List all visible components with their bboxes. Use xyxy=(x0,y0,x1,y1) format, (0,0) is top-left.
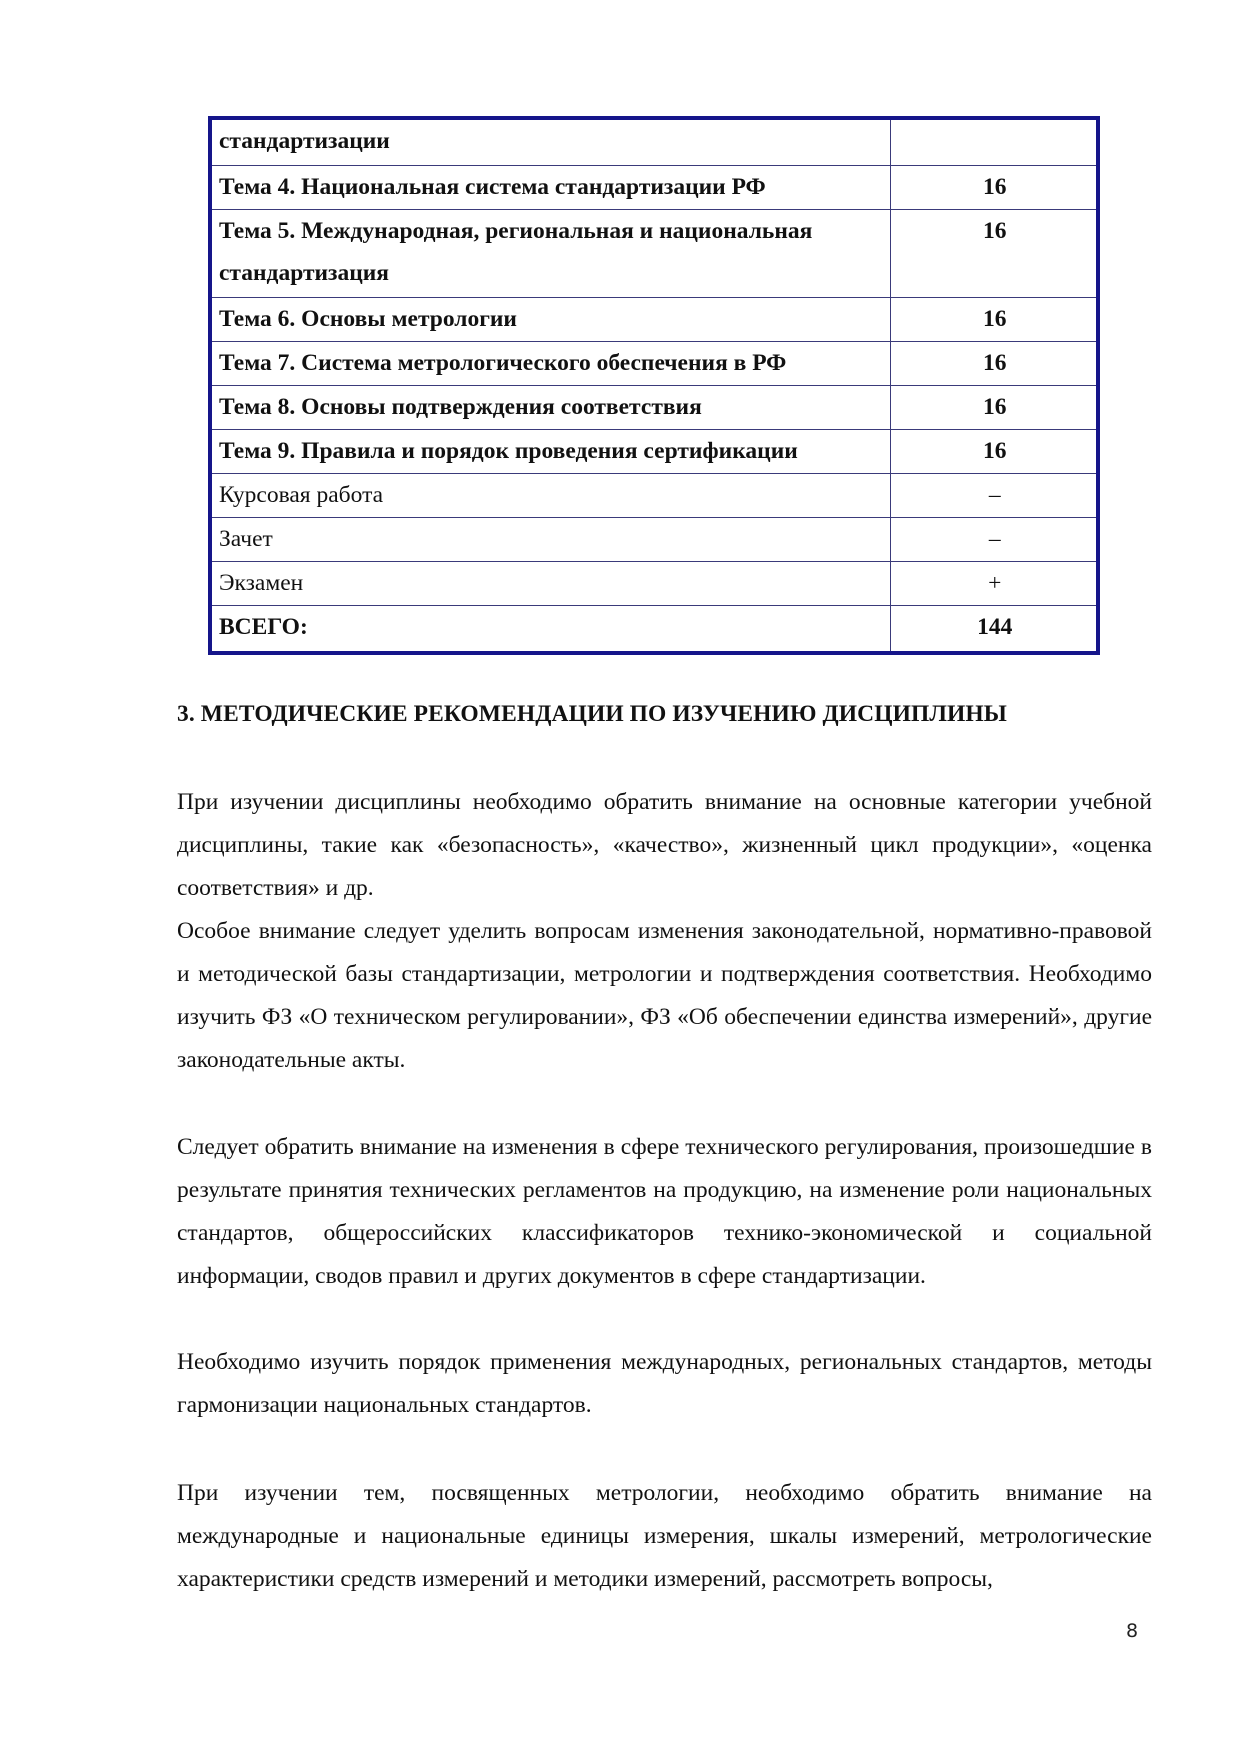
hours-cell: 16 xyxy=(890,209,1096,297)
total-label-cell: ВСЕГО: xyxy=(212,605,890,651)
hours-cell: – xyxy=(890,517,1096,561)
table-row xyxy=(212,473,1096,517)
table-row xyxy=(212,341,1096,385)
topic-cell: Тема 9. Правила и порядок проведения сертификации xyxy=(212,429,890,473)
hours-cell: 16 xyxy=(890,341,1096,385)
topic-cell: Тема 8. Основы подтверждения соответствия xyxy=(212,385,890,429)
hours-cell: 16 xyxy=(890,297,1096,341)
topic-cell: Тема 7. Система метрологического обеспечения в РФ xyxy=(212,341,890,385)
table-row xyxy=(212,297,1096,341)
paragraph: Особое внимание следует уделить вопросам изменения законодательной, нормативно-правовой и методической базы стандартизации, метрологии и подтверждения соответствия. Необходимо изучить ФЗ «О техническом регулировании», ФЗ «Об обеспечении единства измерений», другие законодательные акты. xyxy=(177,918,1152,1073)
paragraph: Следует обратить внимание на изменения в сфере технического регулирования, произошедшие в результате принятия технических регламентов на продукцию, на изменение роли национальных стандартов, общероссийских классификаторов технико-экономической и социальной информации, сводов правил и других документов в сфере стандартизации. xyxy=(177,1134,1152,1289)
hours-cell xyxy=(890,120,1096,165)
table-row xyxy=(212,120,1096,165)
hours-table xyxy=(212,120,1096,651)
hours-cell: – xyxy=(890,473,1096,517)
table-row-total xyxy=(212,605,1096,651)
topic-cell: Тема 6. Основы метрологии xyxy=(212,297,890,341)
hours-table-frame xyxy=(208,116,1100,655)
paragraph: При изучении тем, посвященных метрологии, необходимо обратить внимание на международные и национальные единицы измерения, шкалы измерений, метрологические характеристики средств измерений и методики измерений, рассмотреть вопросы, xyxy=(177,1480,1152,1592)
topic-cell: стандартизации xyxy=(212,120,890,165)
hours-cell: + xyxy=(890,561,1096,605)
table-row xyxy=(212,429,1096,473)
topic-cell: Курсовая работа xyxy=(212,473,890,517)
topic-cell: Тема 4. Национальная система стандартизации РФ xyxy=(212,165,890,209)
table-row xyxy=(212,517,1096,561)
table-row xyxy=(212,165,1096,209)
table-row xyxy=(212,385,1096,429)
table-row xyxy=(212,561,1096,605)
section-heading: 3. МЕТОДИЧЕСКИЕ РЕКОМЕНДАЦИИ ПО ИЗУЧЕНИЮ ДИСЦИПЛИНЫ xyxy=(177,701,1007,727)
hours-cell: 16 xyxy=(890,429,1096,473)
hours-cell: 16 xyxy=(890,385,1096,429)
paragraph: Необходимо изучить порядок применения международных, региональных стандартов, методы гармонизации национальных стандартов. xyxy=(177,1349,1152,1418)
topic-cell: Зачет xyxy=(212,517,890,561)
topic-cell: Экзамен xyxy=(212,561,890,605)
hours-cell: 16 xyxy=(890,165,1096,209)
page-number: 8 xyxy=(1126,1620,1139,1642)
paragraph: При изучении дисциплины необходимо обратить внимание на основные категории учебной дисциплины, такие как «безопасность», «качество», жизненный цикл продукции», «оценка соответствия» и др. xyxy=(177,789,1152,901)
total-hours-cell: 144 xyxy=(890,605,1096,651)
table-row xyxy=(212,209,1096,297)
topic-cell: Тема 5. Международная, региональная и национальная стандартизация xyxy=(212,209,890,297)
